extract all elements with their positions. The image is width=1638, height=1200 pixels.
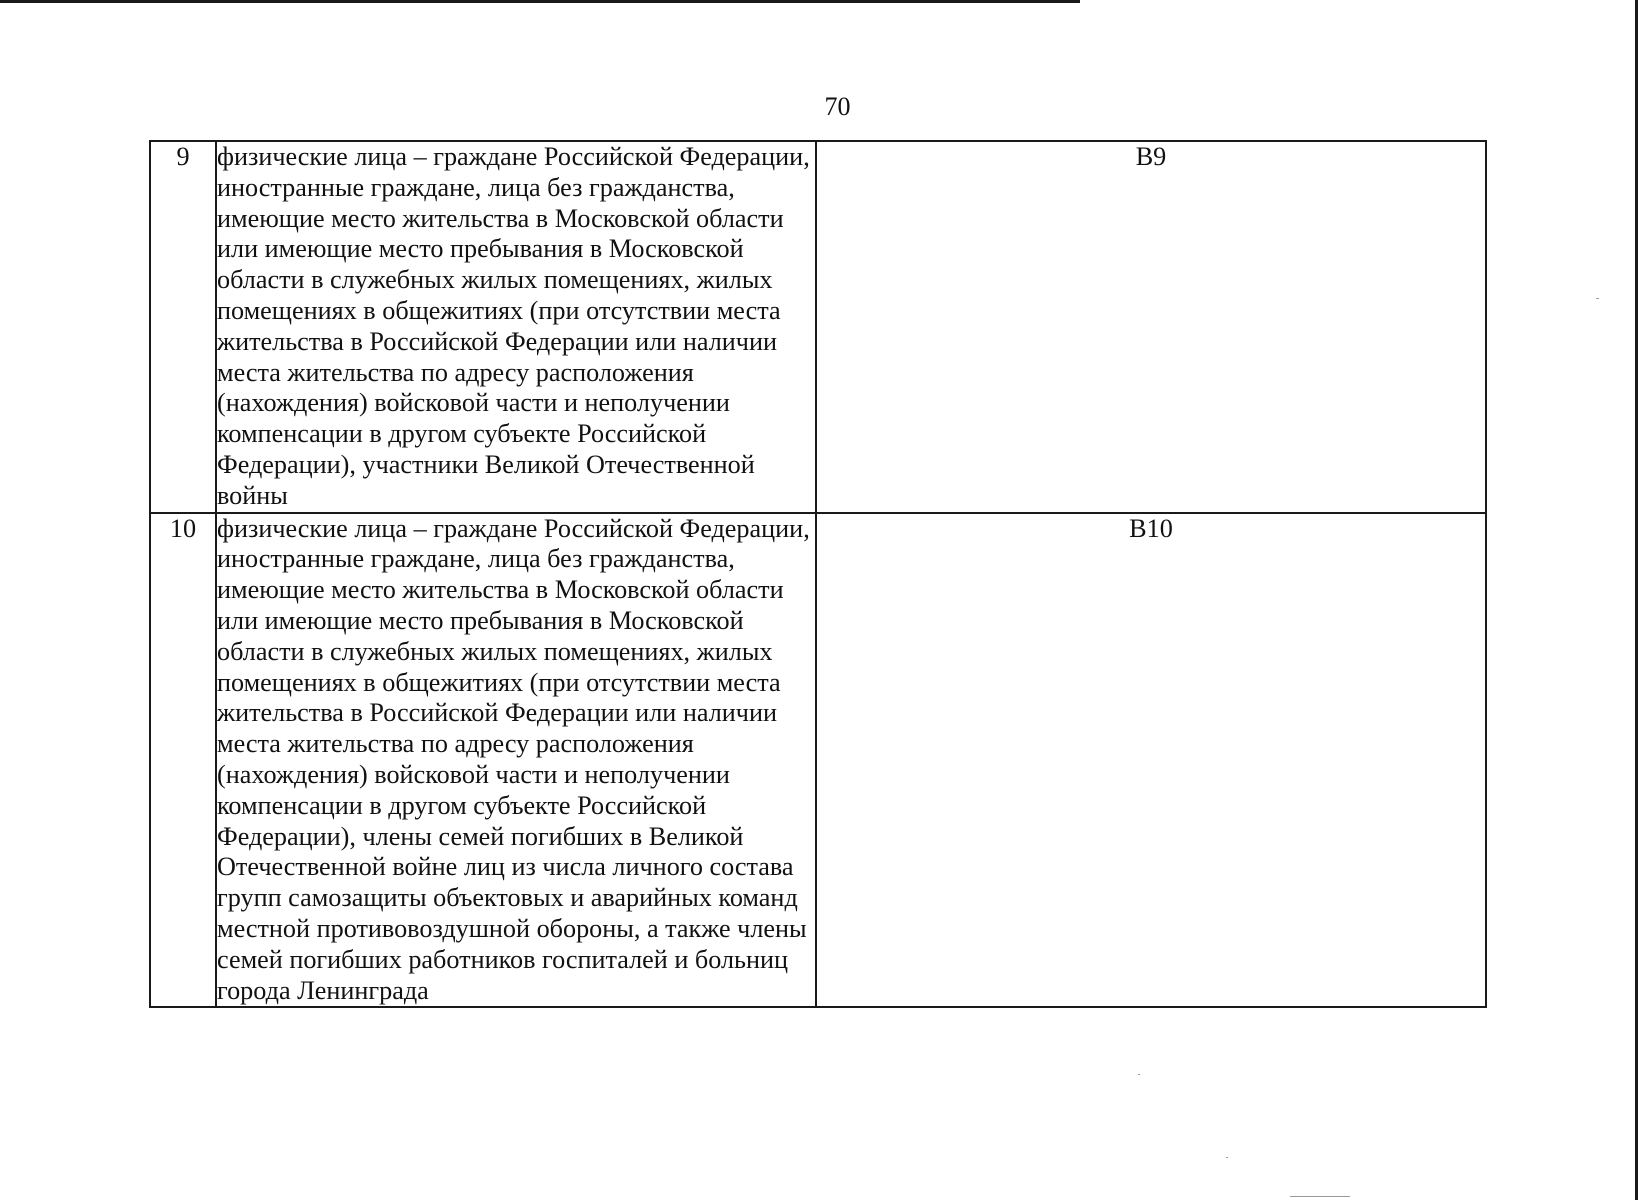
scan-edge-top <box>0 0 1080 3</box>
row-code-cell: В9 <box>816 141 1486 513</box>
row-description-cell <box>216 141 816 513</box>
scan-speck <box>1596 298 1599 299</box>
table-row <box>150 513 1486 1008</box>
scan-speck <box>1290 1196 1350 1197</box>
row-code-cell: В10 <box>816 513 1486 1008</box>
table-row <box>150 141 1486 513</box>
row-number-cell: 9 <box>150 141 216 513</box>
scan-speck <box>1138 1074 1140 1075</box>
page-number: 70 <box>824 92 851 121</box>
scan-speck <box>1226 1157 1228 1158</box>
benefits-table <box>149 140 1487 1008</box>
row-description-text: физические лица – граждане Российской Федерации, иностранные граждане, лица без гражданства, имеющие место жительства в Московской области или имеющие место пребывания в Московской области в служебных жилых помещениях, жилых помещениях в общежитиях (при отсутствии места жительства в Российской Федерации или наличии места жительства по адресу расположения (нахождения) войсковой части и неполучении компенсации в другом субъекте Российской Федерации), участники Великой Отечественной войны <box>217 142 810 510</box>
row-number-cell: 10 <box>150 513 216 1008</box>
row-description-cell <box>216 513 816 1008</box>
row-description-text: физические лица – граждане Российской Федерации, иностранные граждане, лица без гражданства, имеющие место жительства в Московской области или имеющие место пребывания в Московской области в служебных жилых помещениях, жилых помещениях в общежитиях (при отсутствии места жительства в Российской Федерации или наличии места жительства по адресу расположения (нахождения) войсковой части и неполучении компенсации в другом субъекте Российской Федерации), члены семей погибших в Великой Отечественной войне лиц из числа личного состава групп самозащиты объектовых и аварийных команд местной противовоздушной обороны, а также члены семей погибших работников госпиталей и больниц города Ленинграда <box>217 513 810 1005</box>
